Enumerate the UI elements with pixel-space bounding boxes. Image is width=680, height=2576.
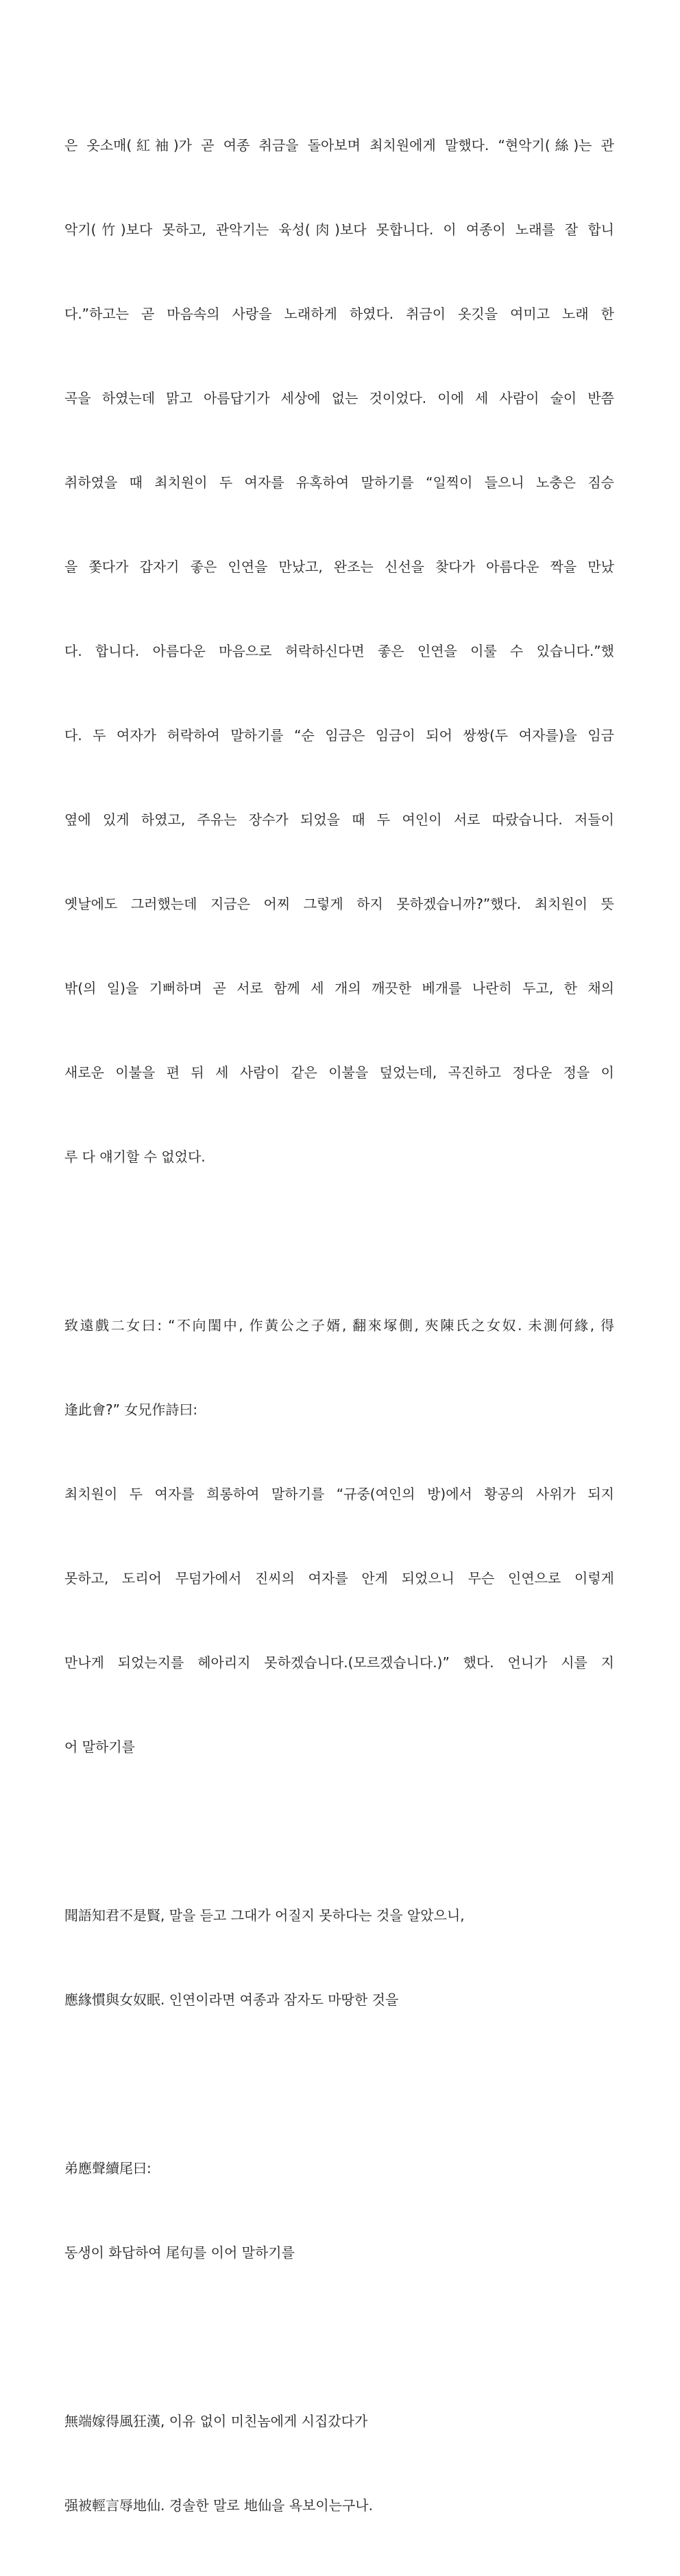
- text-line: 옆에 있게 하였고, 주유는 장수가 되었을 때 두 여인이 서로 따랐습니다. 저들이: [64, 811, 614, 828]
- paragraph-spacer: [64, 2323, 614, 2351]
- text-line: 다.”하고는 곧 마음속의 사랑을 노래하게 하였다. 취금이 옷깃을 여미고 노래 한: [64, 306, 614, 322]
- poem-elder-sister: [64, 1845, 614, 2070]
- poem-line: 無端嫁得風狂漢, 이유 없이 미친놈에게 시집갔다가: [64, 2413, 368, 2429]
- paragraph-younger-sister-intro: [64, 2098, 614, 2323]
- text-line: 새로운 이불을 편 뒤 세 사람이 같은 이불을 덮었는데, 곡진하고 정다운 정을 이: [64, 1064, 614, 1081]
- text-line: 곡을 하였는데 맑고 아름답기가 세상에 없는 것이었다. 이에 세 사람이 술이 반쯤: [64, 390, 614, 406]
- text-line: 동생이 화답하여 尾句를 이어 말하기를: [64, 2244, 295, 2261]
- poem-line: 應緣慣與女奴眠. 인연이라면 여종과 잠자도 마땅한 것을: [64, 1991, 399, 2008]
- text-line: 밖(의 일)을 기뻐하며 곧 서로 함께 세 개의 깨끗한 베개를 나란히 두고, 한 채의: [64, 980, 614, 996]
- paragraph-spacer: [64, 1817, 614, 1845]
- text-line: 弟應聲續尾曰:: [64, 2160, 151, 2176]
- paragraph-spacer: [64, 1227, 614, 1255]
- text-line: 못하고, 도리어 무덤가에서 진씨의 여자를 안게 되었으니 무슨 인연으로 이렇게: [64, 1570, 614, 1586]
- text-line: 악기(竹)보다 못하고, 관악기는 육성(肉)보다 못합니다. 이 여종이 노래를 잘 합니: [64, 221, 614, 238]
- text-line: 취하였을 때 최치원이 두 여자를 유혹하여 말하기를 “일찍이 들으니 노충은 짐승: [64, 474, 614, 491]
- text-line: 은 옷소매(紅袖)가 곧 여종 취금을 돌아보며 최치원에게 말했다. “현악기(絲)는 관: [64, 137, 614, 154]
- text-line: 다. 두 여자가 허락하여 말하기를 “순 임금은 임금이 되어 쌍쌍(두 여자를)을 임금: [64, 727, 614, 744]
- document-page: [64, 75, 614, 2576]
- text-line: 만나게 되었는지를 헤아리지 못하겠습니다.(모르겠습니다.)” 했다. 언니가 시를 지: [64, 1654, 614, 1671]
- poem-line: 强被輕言辱地仙. 경솔한 말로 地仙을 욕보이는구나.: [64, 2497, 373, 2514]
- text-line: 어 말하기를: [64, 1739, 135, 1755]
- text-line: 다. 합니다. 아름다운 마음으로 허락하신다면 좋은 인연을 이룰 수 있습니다.”했: [64, 643, 614, 659]
- text-line: 루 다 얘기할 수 없었다.: [64, 1149, 206, 1165]
- poem-younger-sister: [64, 2351, 614, 2576]
- poem-line: 聞語知君不是賢, 말을 듣고 그대가 어질지 못하다는 것을 알았으니,: [64, 1907, 465, 1924]
- text-line: 을 쫓다가 갑자기 좋은 인연을 만났고, 완조는 신선을 찾다가 아름다운 짝을 만났: [64, 559, 614, 575]
- text-line: 옛날에도 그러했는데 지금은 어찌 그렇게 하지 못하겠습니까?”했다. 최치원이 뜻: [64, 896, 614, 912]
- paragraph-classical-and-translation: [64, 1255, 614, 1817]
- paragraph-spacer: [64, 2070, 614, 2098]
- text-line: 최치원이 두 여자를 희롱하여 말하기를 “규중(여인의 방)에서 황공의 사위가 되지: [64, 1486, 614, 1502]
- text-line: 致遠戲二女曰: “不向閨中, 作黃公之子婿, 翻來塚側, 夾陳氏之女奴. 未測何緣, 得: [64, 1317, 614, 1334]
- paragraph-narrative: [64, 75, 614, 1227]
- text-line: 逢此會?” 女兄作詩曰:: [64, 1401, 198, 1418]
